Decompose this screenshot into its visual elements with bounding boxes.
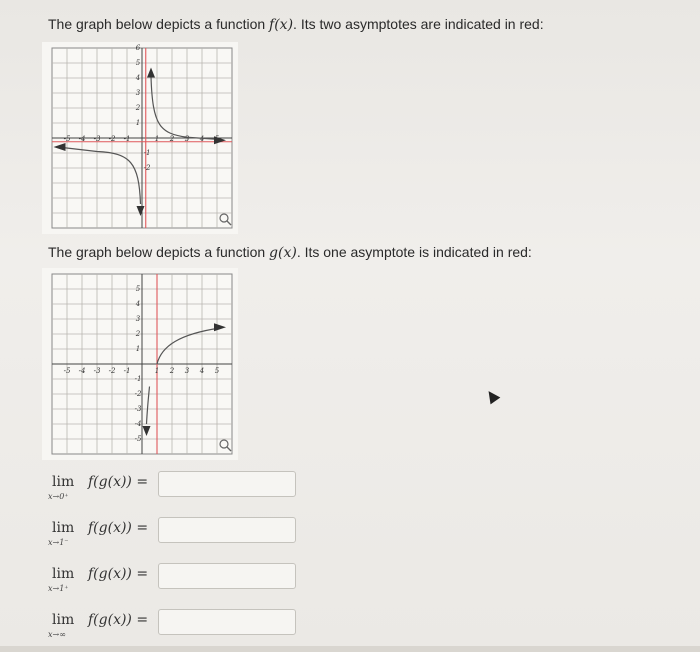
lim-label: lim — [52, 612, 75, 628]
x-tick-label: 5 — [214, 367, 220, 375]
y-tick-label: -1 — [134, 375, 142, 383]
y-tick-label: 2 — [135, 330, 141, 338]
y-tick-label: -5 — [134, 435, 142, 443]
x-tick-label: 3 — [184, 367, 190, 375]
x-tick-label: -1 — [123, 135, 131, 143]
y-tick-label: 5 — [135, 59, 141, 67]
lim-subscript: x→0⁺ — [48, 492, 69, 501]
x-tick-label: 2 — [169, 367, 175, 375]
y-tick-label: 2 — [135, 104, 141, 112]
x-tick-label: 4 — [199, 367, 205, 375]
lim-label: lim — [52, 474, 75, 490]
x-tick-label: -5 — [63, 135, 71, 143]
x-tick-label: 1 — [154, 135, 160, 143]
lim-subscript: x→∞ — [48, 630, 66, 639]
x-tick-label: 3 — [184, 135, 190, 143]
x-tick-label: -4 — [78, 367, 86, 375]
question-prompt-f — [48, 16, 544, 33]
y-tick-label: 4 — [135, 74, 141, 82]
x-tick-label: -4 — [78, 135, 86, 143]
y-tick-label: 3 — [135, 89, 141, 97]
answer-input-1[interactable] — [158, 471, 296, 497]
x-tick-label: -5 — [63, 367, 71, 375]
lim-expression: f(g(x)) = — [88, 612, 149, 628]
prompt-text: The graph below depicts a function — [48, 16, 270, 32]
y-tick-label: 1 — [135, 345, 141, 353]
y-tick-label: 3 — [135, 315, 141, 323]
graph-g — [42, 268, 238, 460]
prompt-text-end: . Its one asymptote is indicated in red: — [296, 244, 532, 260]
y-tick-label: 5 — [135, 285, 141, 293]
y-tick-label: -4 — [134, 420, 142, 428]
prompt-text: The graph below depicts a function — [48, 244, 270, 260]
graph-f — [42, 42, 238, 234]
graph-g-svg — [42, 268, 238, 460]
lim-expression: f(g(x)) = — [88, 474, 149, 490]
question-prompt-g — [48, 244, 532, 261]
x-tick-label: 1 — [154, 367, 160, 375]
function-name: g(x) — [269, 245, 297, 261]
x-tick-label: 2 — [169, 135, 175, 143]
x-tick-label: -2 — [108, 367, 116, 375]
y-tick-label: -1 — [143, 149, 151, 157]
function-name: f(x) — [269, 17, 294, 33]
answer-input-4[interactable] — [158, 609, 296, 635]
y-tick-label: -2 — [143, 164, 151, 172]
lim-expression: f(g(x)) = — [88, 520, 149, 536]
lim-label: lim — [52, 520, 75, 536]
y-tick-label: 4 — [135, 300, 141, 308]
x-tick-label: -3 — [93, 367, 101, 375]
mouse-cursor-icon — [484, 388, 501, 405]
lim-subscript: x→1⁻ — [48, 538, 69, 547]
y-tick-label: 6 — [135, 44, 141, 52]
answer-input-2[interactable] — [158, 517, 296, 543]
lim-subscript: x→1⁺ — [48, 584, 69, 593]
y-tick-label: -2 — [134, 390, 142, 398]
x-tick-label: 4 — [199, 135, 205, 143]
lim-expression: f(g(x)) = — [88, 566, 149, 582]
y-tick-label: -3 — [134, 405, 142, 413]
x-tick-label: -3 — [93, 135, 101, 143]
graph-f-svg — [42, 42, 238, 234]
answer-input-3[interactable] — [158, 563, 296, 589]
x-tick-label: -2 — [108, 135, 116, 143]
x-tick-label: -1 — [123, 367, 131, 375]
lim-label: lim — [52, 566, 75, 582]
y-tick-label: 1 — [135, 119, 141, 127]
prompt-text-end: . Its two asymptotes are indicated in red: — [293, 16, 544, 32]
